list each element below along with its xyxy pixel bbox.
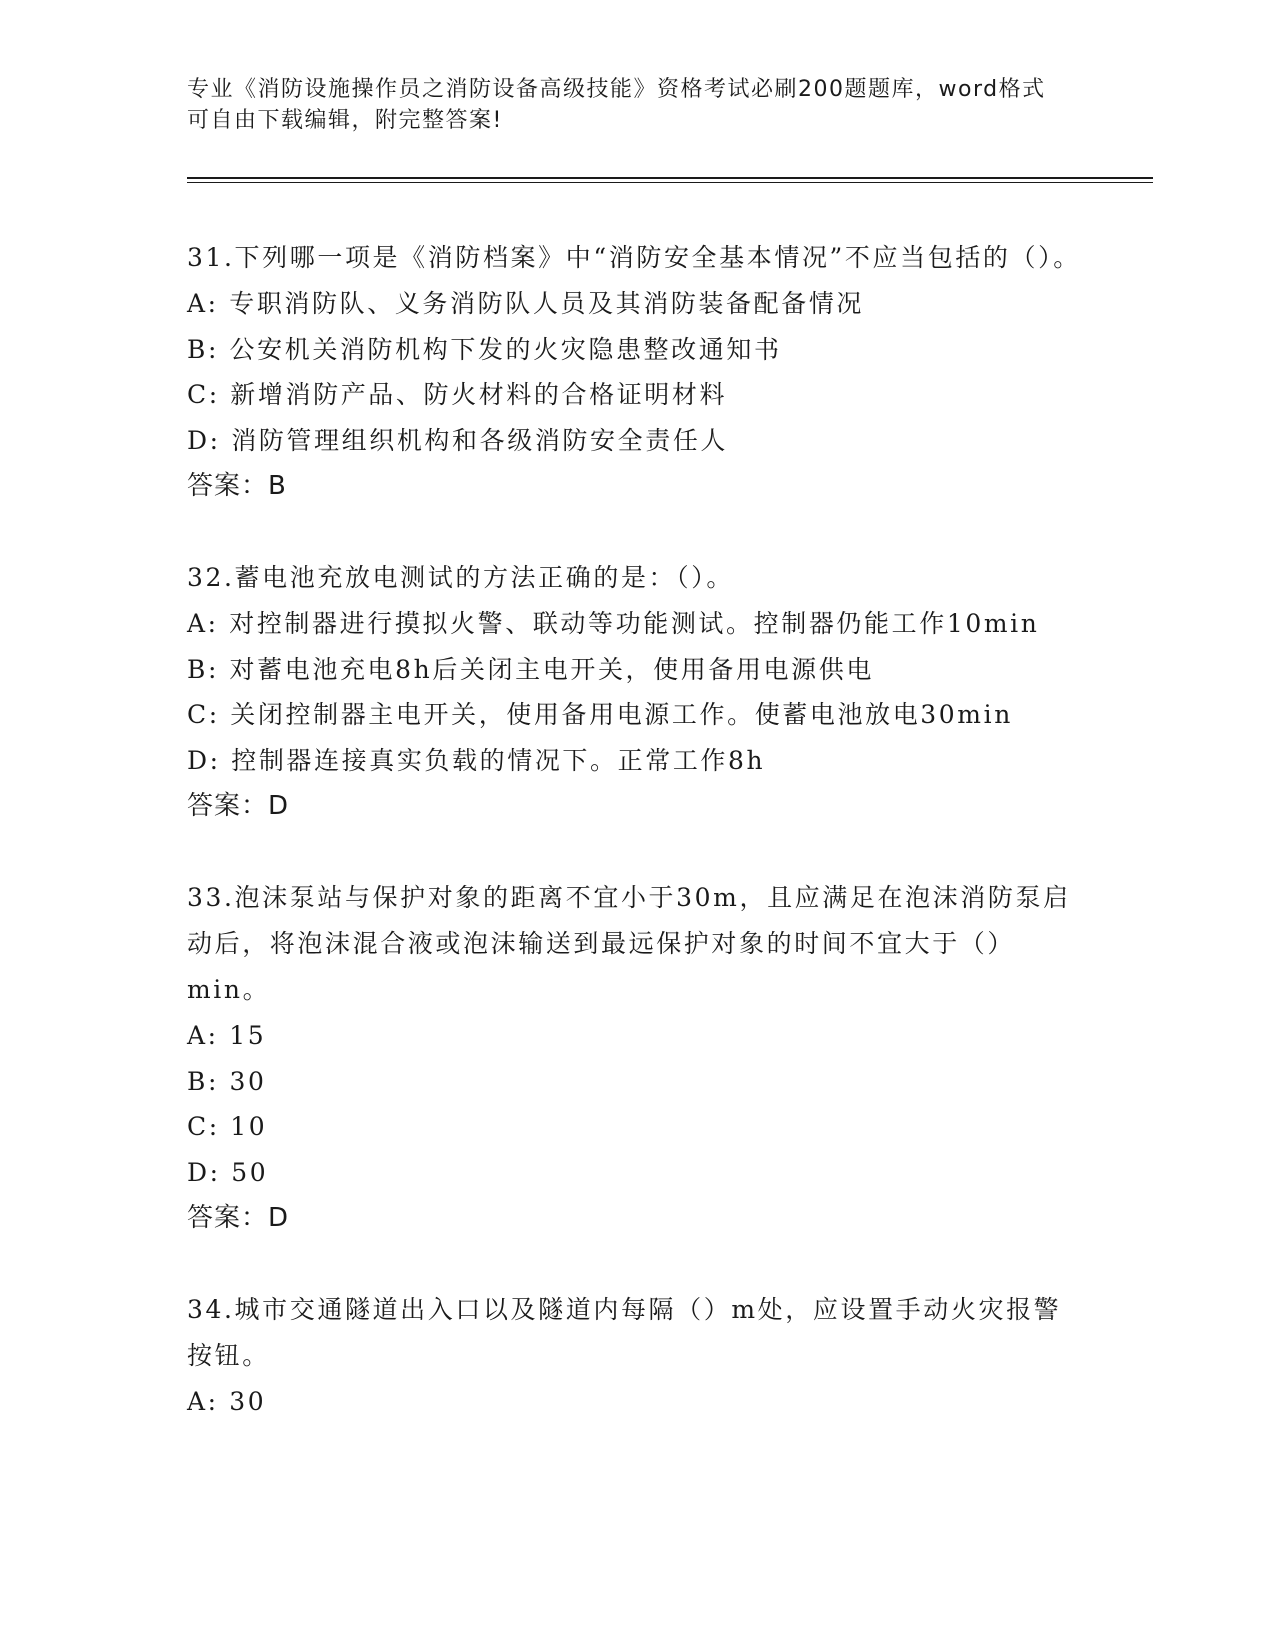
option-b: B: 对蓄电池充电8h后关闭主电开关，使用备用电源供电	[187, 654, 874, 684]
question-34	[187, 1287, 1087, 1425]
option-a: A: 15	[187, 1021, 267, 1050]
option-d: D: 控制器连接真实负载的情况下。正常工作8h	[187, 745, 766, 775]
option-b: B: 30	[187, 1066, 267, 1096]
question-stem: 33.泡沫泵站与保护对象的距离不宜小于30m，且应满足在泡沫消防泵启动后，将泡沫混合液或泡沫输送到最远保护对象的时间不宜大于（）min。	[187, 883, 1071, 1004]
question-list	[187, 235, 1087, 1471]
question-33	[187, 875, 1087, 1241]
option-b: B: 公安机关消防机构下发的火灾隐患整改通知书	[187, 334, 782, 364]
document-intro: 专业《消防设施操作员之消防设备高级技能》资格考试必刷200题题库，word格式可自由下载编辑，附完整答案!	[187, 77, 1046, 133]
option-c: C: 10	[187, 1112, 268, 1141]
question-31	[187, 235, 1087, 509]
option-d: D: 50	[187, 1157, 269, 1187]
option-c: C: 关闭控制器主电开关，使用备用电源工作。使蓄电池放电30min	[187, 700, 1013, 729]
question-stem: 32.蓄电池充放电测试的方法正确的是：（）。	[187, 563, 734, 592]
header-divider	[187, 177, 1153, 179]
question-32	[187, 555, 1087, 829]
option-a: A: 对控制器进行摸拟火警、联动等功能测试。控制器仍能工作10min	[187, 609, 1040, 638]
header-divider-thin	[187, 182, 1153, 183]
question-answer: 答案：D	[187, 1203, 290, 1233]
question-answer: 答案：D	[187, 791, 290, 821]
option-a: A: 30	[187, 1387, 267, 1416]
option-d: D: 消防管理组织机构和各级消防安全责任人	[187, 425, 729, 455]
question-stem: 34.城市交通隧道出入口以及隧道内每隔（）m处，应设置手动火灾报警按钮。	[187, 1295, 1062, 1370]
option-c: C: 新增消防产品、防火材料的合格证明材料	[187, 380, 728, 409]
option-a: A: 专职消防队、义务消防队人员及其消防装备配备情况	[187, 289, 865, 318]
question-answer: 答案：B	[187, 471, 287, 501]
question-stem: 31.下列哪一项是《消防档案》中“消防安全基本情况”不应当包括的（）。	[187, 243, 1081, 272]
